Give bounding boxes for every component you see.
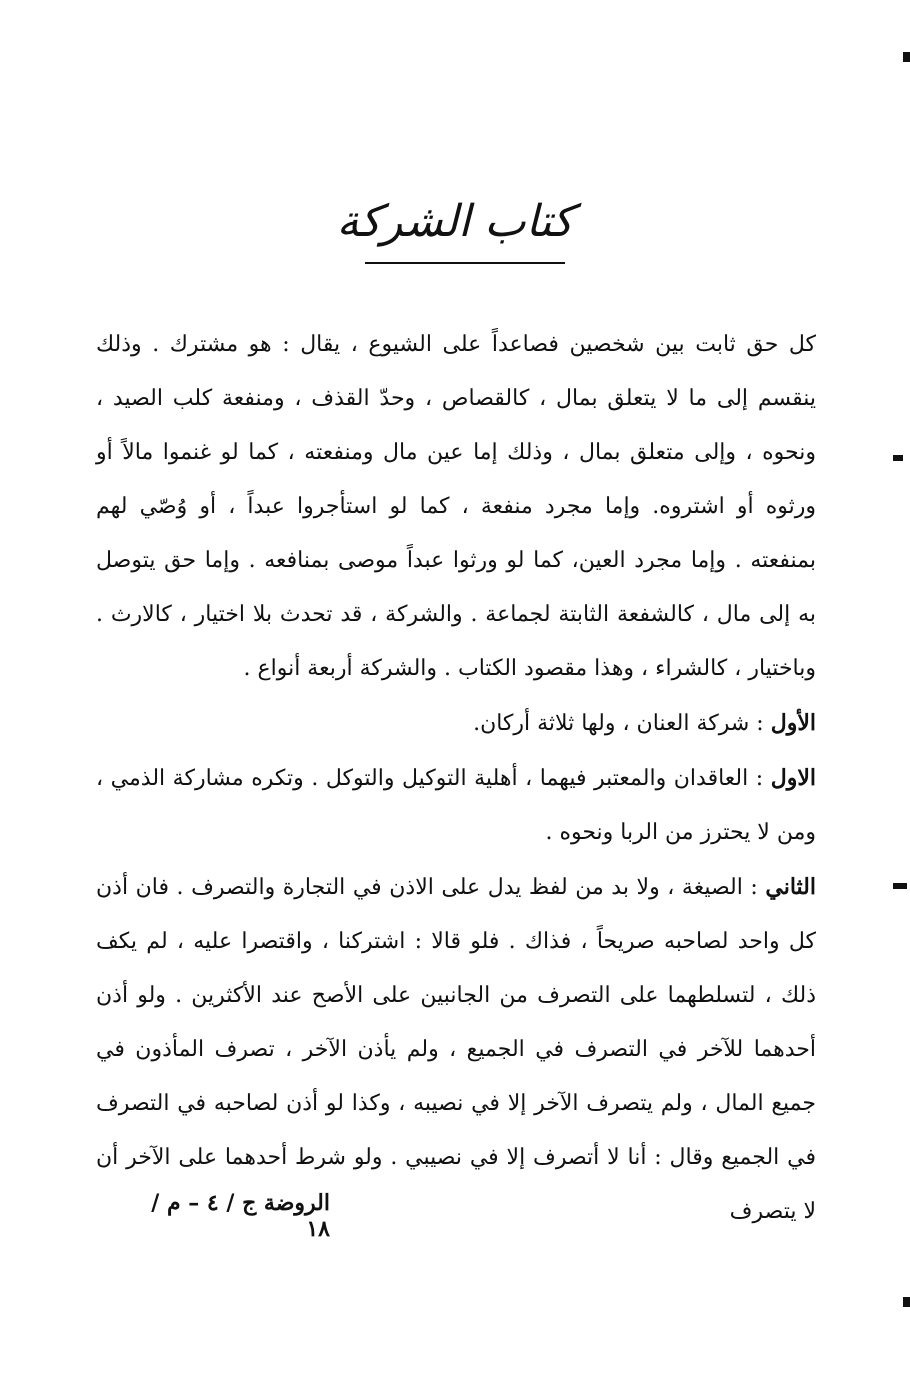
page-edge-mark	[903, 1297, 910, 1307]
page-edge-mark	[903, 52, 910, 62]
page-footer: الروضة ج / ٤ – م /١٨	[151, 1190, 330, 1242]
section-keyword: الثاني	[765, 874, 816, 900]
section-second-pillar	[96, 860, 816, 1239]
page-edge-mark	[893, 455, 903, 461]
section-text: : الصيغة ، ولا بد من لفظ يدل على الاذن في التجارة والتصرف . فان أذن كل واحد لصاحبه صريحاً ، فذاك . فلو قالا : اشتركنا ، واقتصرا عليه ، لم يكف ذلك ، لتسلطهما على التصرف من الجانبين على الأصح عند الأكثرين . ولو أذن أحدهما للآخر في التصرف في الجميع ، ولم يأذن الآخر ، تصرف المأذون في جميع المال ، ولم يتصرف الآخر إلا في نصيبه ، وكذا لو أذن لصاحبه في التصرف في الجميع وقال : أنا لا أتصرف إلا في نصيبي . ولو شرط أحدهما على الآخر أن لا يتصرف	[96, 875, 816, 1224]
body-text	[96, 318, 816, 1239]
title-underline	[365, 262, 565, 264]
section-first-type	[96, 696, 816, 751]
section-text: : العاقدان والمعتبر فيهما ، أهلية التوكيل والتوكل . وتكره مشاركة الذمي ، ومن لا يحترز من الربا ونحوه .	[96, 766, 816, 845]
intro-paragraph: كل حق ثابت بين شخصين فصاعداً على الشيوع ، يقال : هو مشترك . وذلك ينقسم إلى ما لا يتعلق بمال ، كالقصاص ، وحدّ القذف ، ومنفعة كلب الصيد ، ونحوه ، وإلى متعلق بمال ، وذلك إما عين مال ومنفعته ، كما لو غنموا مالاً أو ورثوه أو اشتروه. وإما مجرد منفعة ، كما لو استأجروا عبداً ، أو وُصّي لهم بمنفعته . وإما مجرد العين، كما لو ورثوا عبداً موصى بمنافعه . وإما حق يتوصل به إلى مال ، كالشفعة الثابتة لجماعة . والشركة ، قد تحدث بلا اختيار ، كالارث . وباختيار ، كالشراء ، وهذا مقصود الكتاب . والشركة أربعة أنواع .	[96, 332, 816, 681]
section-text: : شركة العنان ، ولها ثلاثة أركان.	[473, 711, 771, 736]
section-keyword: الاول	[770, 765, 816, 791]
page-title: كتاب الشركة	[336, 196, 574, 247]
section-keyword: الأول	[770, 710, 816, 736]
page-edge-mark	[893, 883, 907, 889]
section-first-pillar	[96, 751, 816, 860]
